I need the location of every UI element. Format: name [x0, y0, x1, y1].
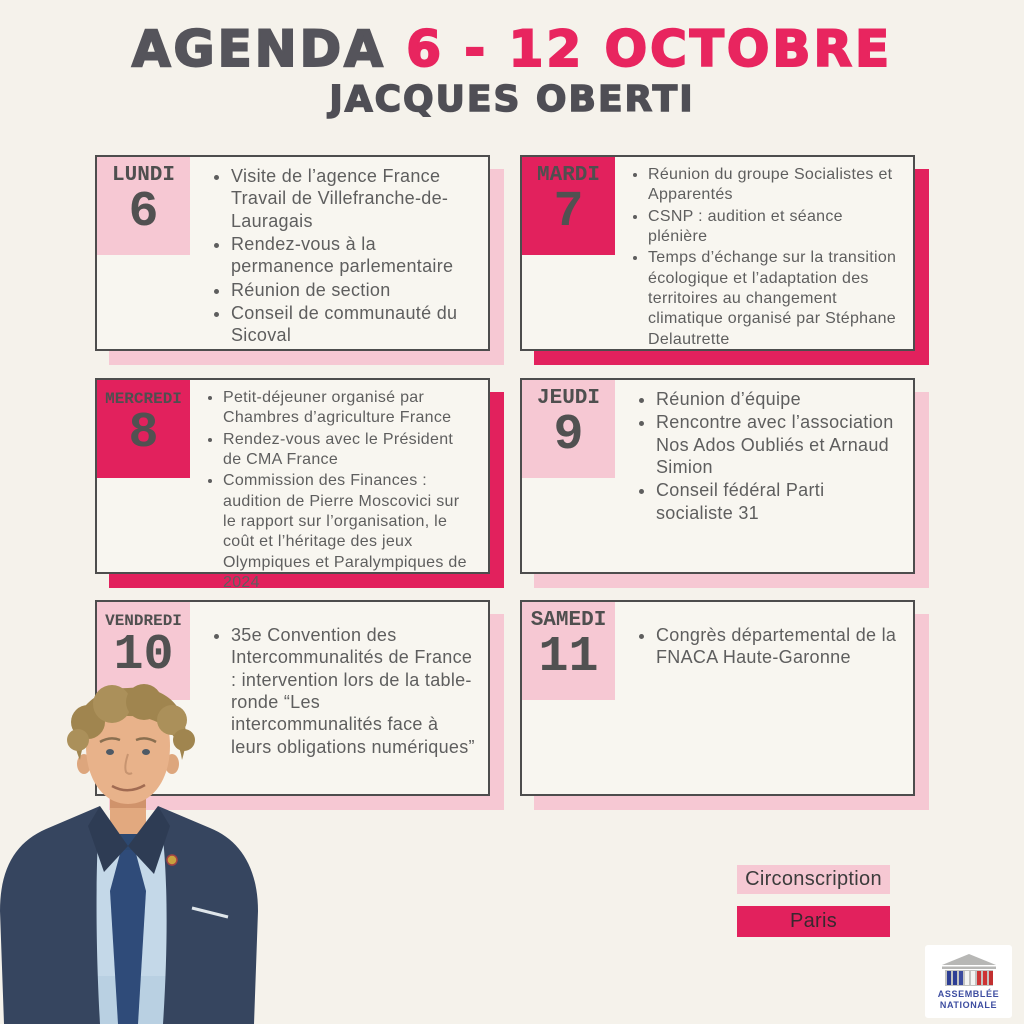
event-item: • Réunion d’équipe — [656, 388, 901, 410]
legend-paris-label: Paris — [789, 910, 838, 932]
day-name: JEUDI — [536, 387, 600, 410]
event-item: • Congrès départemental de la FNACA Haute-Garonne — [656, 624, 901, 669]
page-title — [0, 22, 1024, 77]
event-list — [201, 388, 476, 594]
day-card — [95, 155, 490, 351]
day-number: 6 — [128, 184, 159, 241]
day-number: 11 — [538, 629, 599, 686]
event-item: • Petit-déjeuner organisé par Chambres d’agriculture France — [223, 388, 476, 429]
day-card — [520, 600, 915, 796]
assemblee-building-icon — [938, 953, 1000, 987]
day-number: 8 — [128, 405, 159, 462]
day-name: MARDI — [536, 164, 600, 187]
event-item: • Réunion du groupe Socialistes et Apparentés — [648, 165, 901, 206]
event-item: • Visite de l’agence France Travail de Villefranche-de-Lauragais — [231, 165, 476, 232]
day-name: VENDREDI — [105, 612, 182, 630]
day-name: SAMEDI — [530, 609, 607, 632]
event-item: • Conseil de communauté du Sicoval — [231, 302, 476, 347]
day-badge — [522, 157, 615, 255]
legend-circonscription-label: Circonscription — [745, 868, 882, 890]
event-item: • 35e Convention des Intercommunalités de France : intervention lors de la table-ronde “Les intercommunalités face à leurs obligations numériques” — [231, 624, 476, 758]
assemblee-nationale-logo — [925, 945, 1012, 1018]
event-list — [634, 388, 901, 525]
day-badge — [97, 380, 190, 478]
logo-line2: NATIONALE — [939, 999, 998, 1010]
header — [0, 22, 1024, 120]
event-item: • CSNP : audition et séance plénière — [648, 207, 901, 248]
page-subtitle: JACQUES OBERTI — [329, 79, 695, 120]
day-badge — [522, 602, 615, 700]
day-card — [95, 378, 490, 591]
day-number: 10 — [113, 627, 174, 684]
logo-line1: ASSEMBLÉE — [937, 988, 1000, 999]
title-agenda-word: AGENDA — [131, 20, 386, 78]
event-item: • Conseil fédéral Parti socialiste 31 — [656, 479, 901, 524]
event-list — [634, 624, 901, 670]
event-item: • Rendez-vous avec le Président de CMA France — [223, 430, 476, 471]
event-list — [626, 165, 901, 351]
title-date-range: 6 - 12 OCTOBRE — [406, 20, 893, 78]
day-badge — [97, 157, 190, 255]
jacques-oberti-photo — [0, 676, 258, 1024]
assemblee-nationale-wordmark — [938, 989, 999, 1011]
day-badge — [522, 380, 615, 478]
legend-circonscription — [737, 865, 890, 894]
event-item: • Commission des Finances : audition de Pierre Moscovici sur le rapport sur l’organisation, le coût et l’héritage des jeux Olympiques et Paralympiques de 2024 — [223, 471, 476, 593]
event-item: • Temps d’échange sur la transition écologique et l’adaptation des territoires au changement climatique organisé par Stéphane Delautrette — [648, 248, 901, 350]
day-name: LUNDI — [111, 164, 175, 187]
day-card — [520, 378, 915, 574]
event-item: • Rendez-vous à la permanence parlementaire — [231, 233, 476, 278]
day-number: 9 — [553, 407, 584, 464]
event-item: • Rencontre avec l’association Nos Ados Oubliés et Arnaud Simion — [656, 411, 901, 478]
legend-paris — [737, 906, 890, 937]
event-item: • Réunion de section — [231, 279, 476, 301]
day-card — [520, 155, 915, 351]
day-number: 7 — [553, 184, 584, 241]
day-name: MERCREDI — [105, 390, 182, 408]
event-list — [209, 165, 476, 348]
